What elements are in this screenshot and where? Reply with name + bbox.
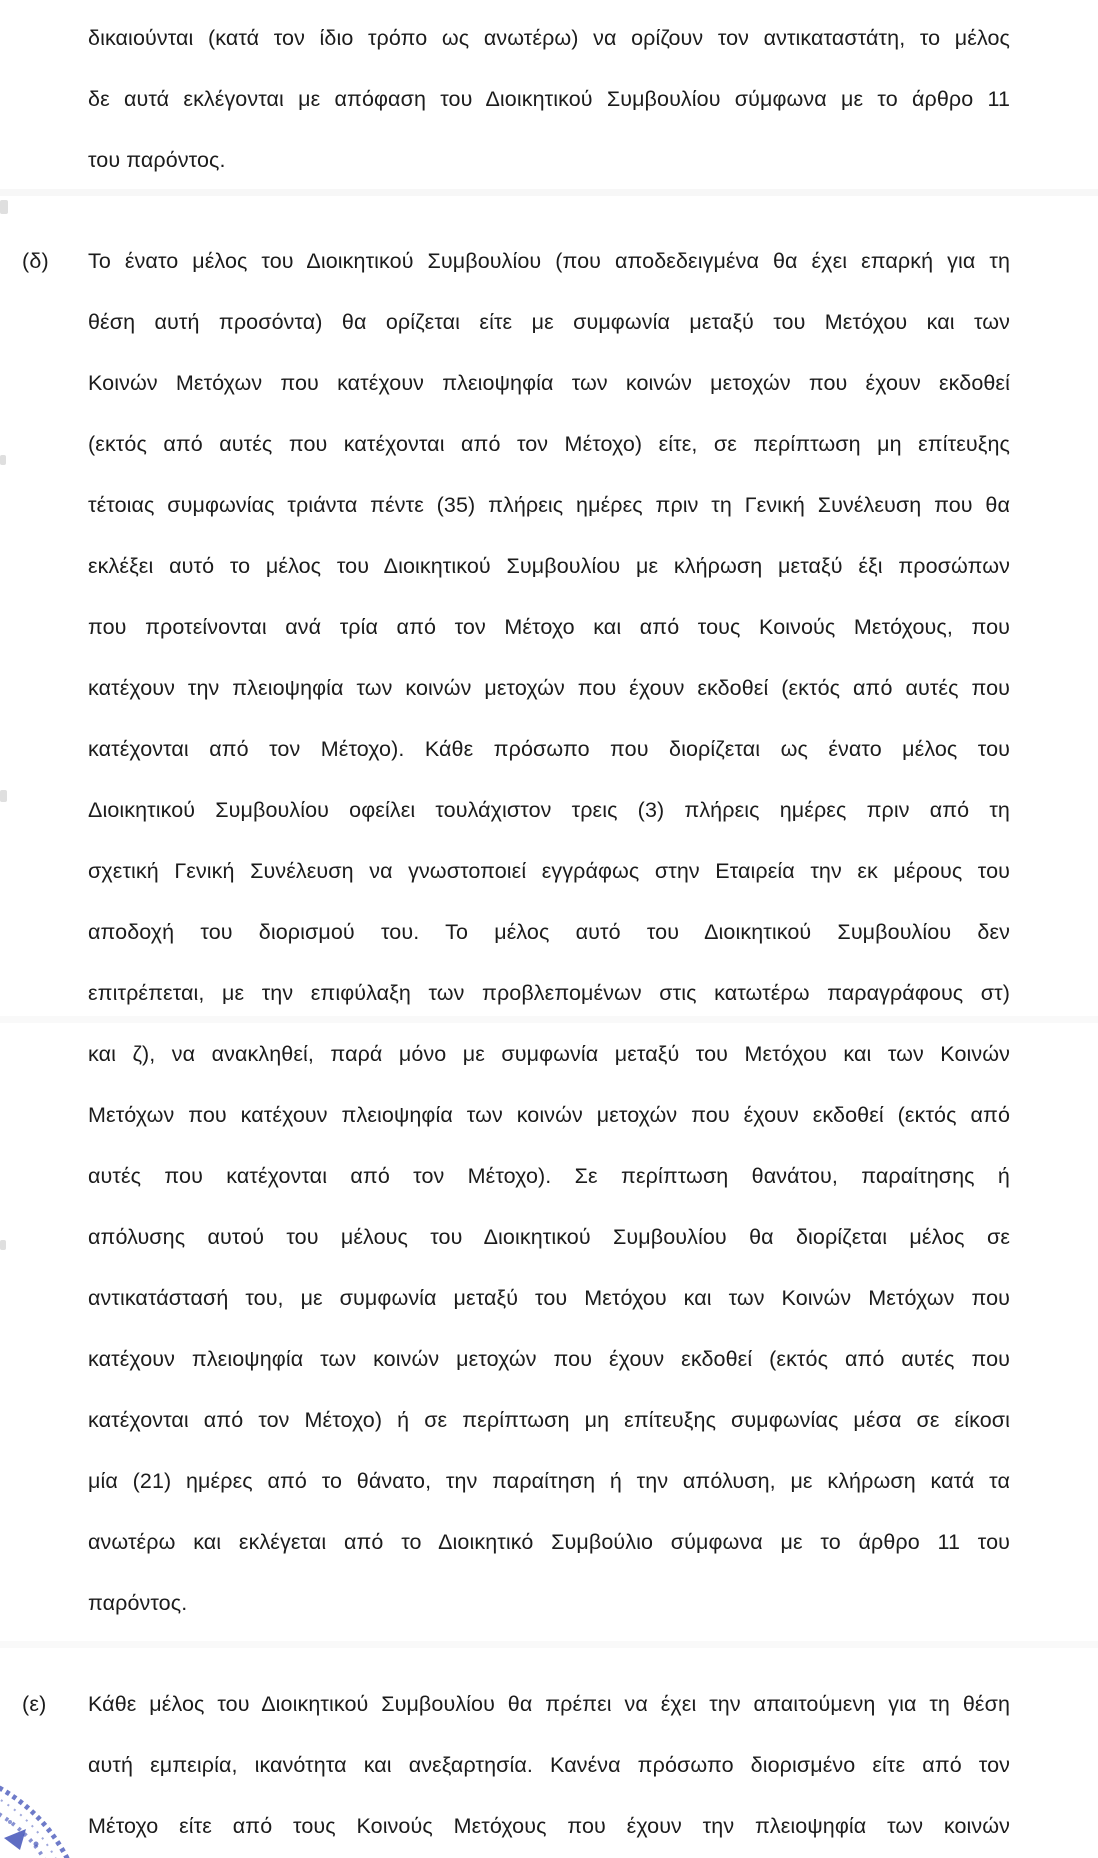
text-line: Το ένατο μέλος του Διοικητικού Συμβουλίου (που αποδεδειγμένα θα έχει επαρκή για τη xyxy=(88,249,1010,273)
text-line: κατέχονται από τον Μέτοχο). Κάθε πρόσωπο που διορίζεται ως ένατο μέλος του xyxy=(88,737,1010,761)
paragraph-label: (ε) xyxy=(22,1692,47,1716)
text-line: ανωτέρω και εκλέγεται από το Διοικητικό Συμβούλιο σύμφωνα με το άρθρο 11 του xyxy=(88,1530,1010,1554)
text-line: εκλέξει αυτό το μέλος του Διοικητικού Συμβουλίου με κλήρωση μεταξύ έξι προσώπων xyxy=(88,554,1010,578)
paragraph-label: (δ) xyxy=(22,249,49,273)
text-line: τέτοιας συμφωνίας τριάντα πέντε (35) πλήρεις ημέρες πριν τη Γενική Συνέλευση που θα xyxy=(88,493,1010,517)
text-line: δε αυτά εκλέγονται με απόφαση του Διοικητικού Συμβουλίου σύμφωνα με το άρθρο 11 xyxy=(88,87,1010,111)
text-line: Μέτοχο είτε από τους Κοινούς Μετόχους που έχουν την πλειοψηφία των κοινών xyxy=(88,1814,1010,1838)
paragraph-label xyxy=(0,8,88,191)
text-line: του παρόντος. xyxy=(88,148,226,172)
text-line: (εκτός από αυτές που κατέχονται από τον Μέτοχο) είτε, σε περίπτωση μη επίτευξης xyxy=(88,432,1010,456)
text-line: κατέχονται από τον Μέτοχο) ή σε περίπτωση μη επίτευξης συμφωνίας μέσα σε είκοσι xyxy=(88,1408,1010,1432)
text-line: δικαιούνται (κατά τον ίδιο τρόπο ως ανωτέρω) να ορίζουν τον αντικαταστάτη, το μέλος xyxy=(88,26,1010,50)
text-line: παρόντος. xyxy=(88,1591,188,1615)
text-line: αποδοχή του διορισμού του. Το μέλος αυτό του Διοικητικού Συμβουλίου δεν xyxy=(88,920,1010,944)
text-line: κατέχουν πλειοψηφία των κοινών μετοχών που έχουν εκδοθεί (εκτός από αυτές που xyxy=(88,1347,1010,1371)
text-line: κατέχουν την πλειοψηφία των κοινών μετοχών που έχουν εκδοθεί (εκτός από αυτές που xyxy=(88,676,1010,700)
text-line: επιτρέπεται, με την επιφύλαξη των προβλεπομένων στις κατωτέρω παραγράφους στ) xyxy=(88,981,1010,1005)
paragraph-text xyxy=(88,1674,1010,1857)
text-line: απόλυσης αυτού του μέλους του Διοικητικού Συμβουλίου θα διορίζεται μέλος σε xyxy=(88,1225,1010,1249)
paragraph xyxy=(0,231,1098,1634)
text-line: αυτές που κατέχονται από τον Μέτοχο). Σε περίπτωση θανάτου, παραίτησης ή xyxy=(88,1164,1010,1188)
paragraph xyxy=(0,1674,1098,1857)
text-line: που προτείνονται ανά τρία από τον Μέτοχο και από τους Κοινούς Μετόχους, που xyxy=(88,615,1010,639)
text-line: Κάθε μέλος του Διοικητικού Συμβουλίου θα πρέπει να έχει την απαιτούμενη για τη θέση xyxy=(88,1692,1010,1716)
paragraph xyxy=(0,8,1098,191)
text-line: Κοινών Μετόχων που κατέχουν πλειοψηφία των κοινών μετοχών που έχουν εκδοθεί xyxy=(88,371,1010,395)
text-line: σχετική Γενική Συνέλευση να γνωστοποιεί εγγράφως στην Εταιρεία την εκ μέρους του xyxy=(88,859,1010,883)
paragraph-text xyxy=(88,8,1010,191)
document-body xyxy=(0,8,1098,1857)
paragraph-text xyxy=(88,231,1010,1634)
text-line: Μετόχων που κατέχουν πλειοψηφία των κοινών μετοχών που έχουν εκδοθεί (εκτός από xyxy=(88,1103,1010,1127)
text-line: και ζ), να ανακληθεί, παρά μόνο με συμφωνία μεταξύ του Μετόχου και των Κοινών xyxy=(88,1042,1010,1066)
text-line: Διοικητικού Συμβουλίου οφείλει τουλάχιστον τρεις (3) πλήρεις ημέρες πριν από τη xyxy=(88,798,1010,822)
text-line: μία (21) ημέρες από το θάνατο, την παραίτηση ή την απόλυση, με κλήρωση κατά τα xyxy=(88,1469,1010,1493)
text-line: αυτή εμπειρία, ικανότητα και ανεξαρτησία. Κανένα πρόσωπο διορισμένο είτε από τον xyxy=(88,1753,1010,1777)
text-line: αντικατάστασή του, με συμφωνία μεταξύ του Μετόχου και των Κοινών Μετόχων που xyxy=(88,1286,1010,1310)
text-line: θέση αυτή προσόντα) θα ορίζεται είτε με συμφωνία μεταξύ του Μετόχου και των xyxy=(88,310,1010,334)
